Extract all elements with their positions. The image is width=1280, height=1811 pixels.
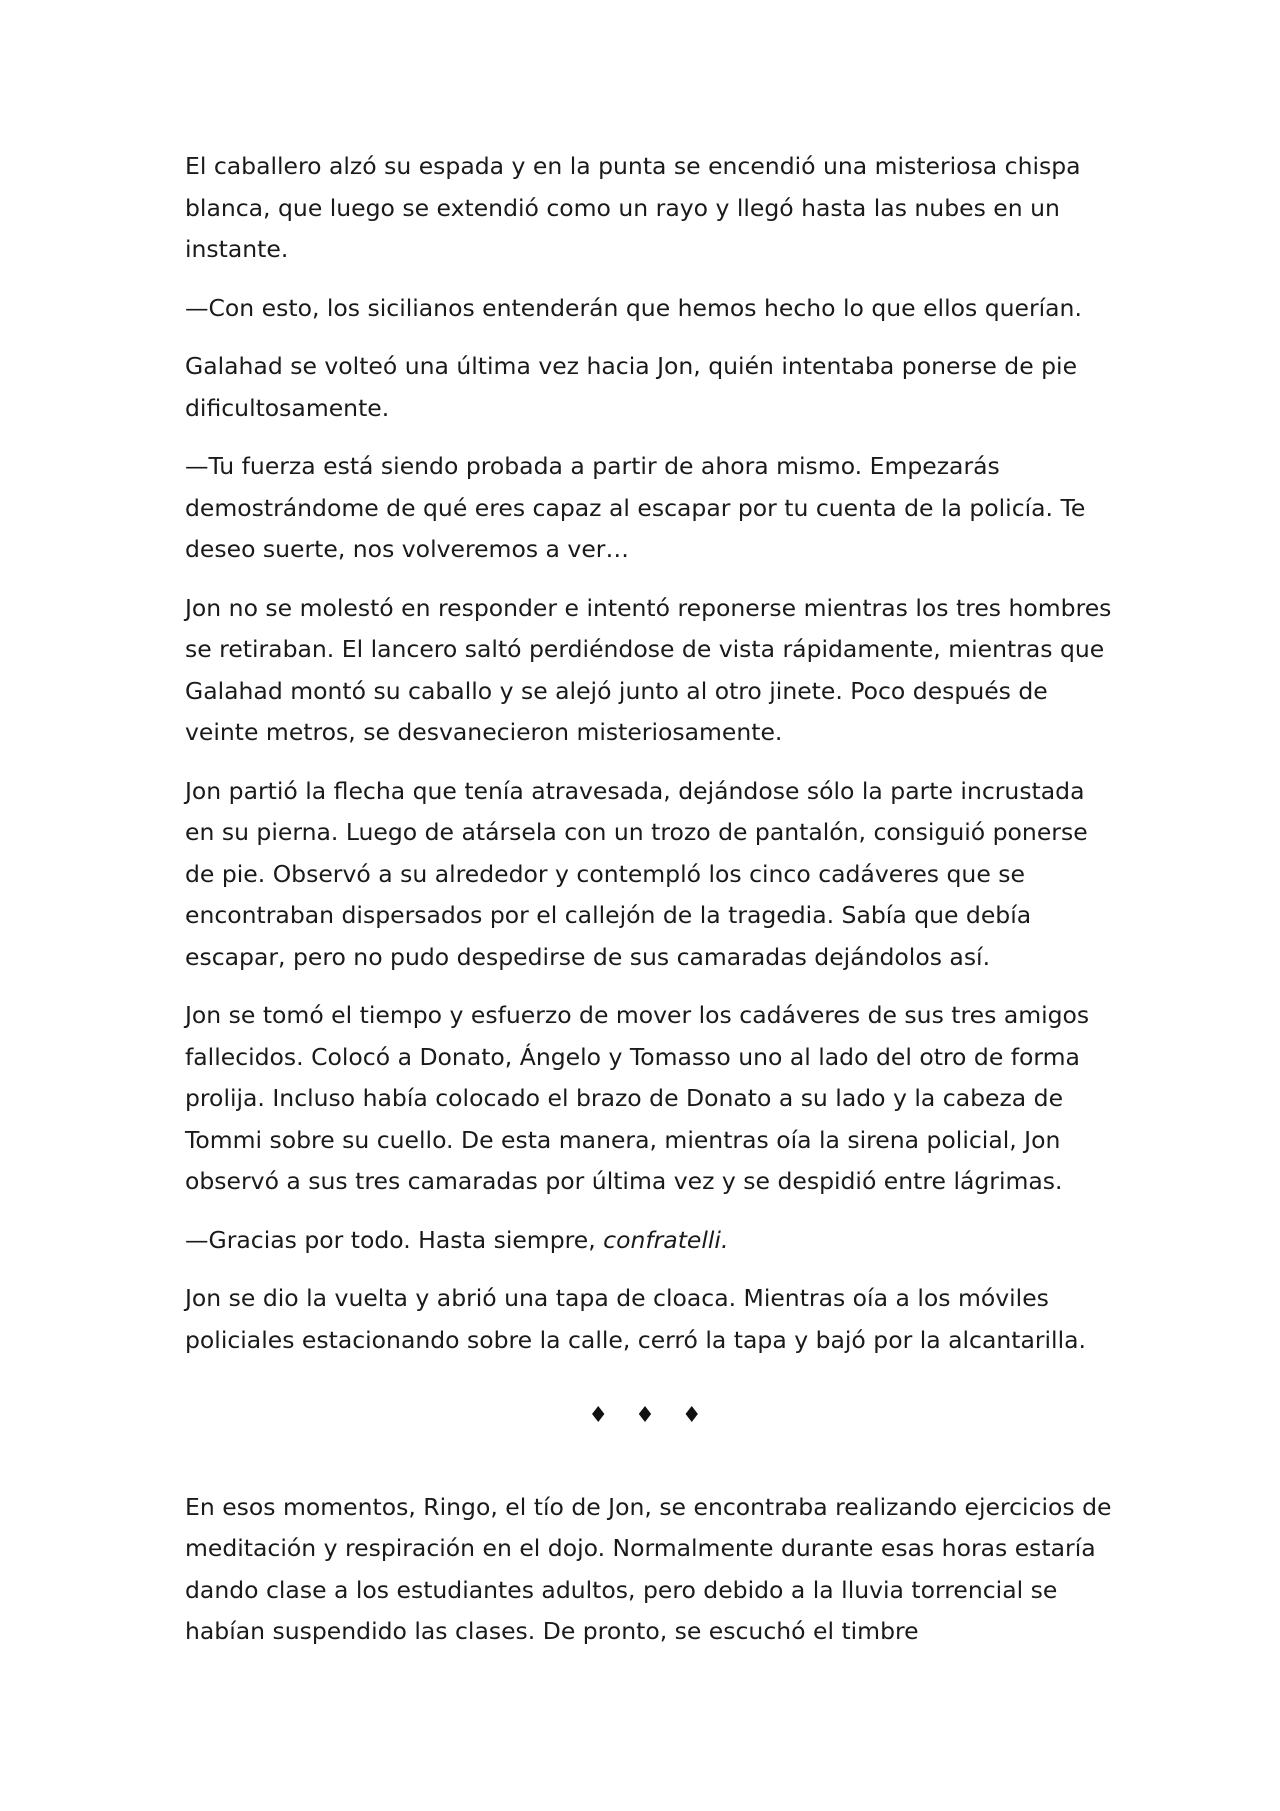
paragraph-7: Jon se tomó el tiempo y esfuerzo de mover los cadáveres de sus tres amigos fallecidos. Colocó a Donato, Ángelo y Tomasso uno al lado del otro de forma prolija. Incluso había colocado el brazo de Donato a su lado y la cabeza de Tommi sobre su cuello. De esta manera, mientras oía la sirena policial, Jon observó a sus tres camaradas por última vez y se despidió entre lágrimas.: [185, 1001, 1090, 1195]
paragraph-after-separator: En esos momentos, Ringo, el tío de Jon, se encontraba realizando ejercicios de meditación y respiración en el dojo. Normalmente durante esas horas estaría dando clase a los estudiantes adultos, pero debido a la lluvia torrencial se habían suspendido las clases. De pronto, se escuchó el timbre: [185, 1492, 1112, 1645]
paragraph-4-dialogue: —Tu fuerza está siendo probada a partir de ahora mismo. Empezarás demostrándome de qué eres capaz al escapar por tu cuenta de la policía. Te deseo suerte, nos volveremos a ver…: [185, 452, 1086, 563]
paragraph-1: El caballero alzó su espada y en la punta se encendió una misteriosa chispa blanca, que luego se extendió como un rayo y llegó hasta las nubes en un instante.: [185, 152, 1081, 263]
farewell-text: —Gracias por todo. Hasta siempre,: [185, 1225, 604, 1254]
paragraph-after-farewell: Jon se dio la vuelta y abrió una tapa de cloaca. Mientras oía a los móviles policiales estacionando sobre la calle, cerró la tapa y bajó por la alcantarilla.: [185, 1284, 1086, 1354]
paragraph-6: Jon partió la flecha que tenía atravesada, dejándose sólo la parte incrustada en su pierna. Luego de atársela con un trozo de pantalón, consiguió ponerse de pie. Observó a su alrededor y contempló los cinco cadáveres que se encontraban dispersados por el callejón de la tragedia. Sabía que debía escapar, pero no pudo despedirse de sus camaradas dejándolos así.: [185, 776, 1088, 971]
paragraph-farewell-dialogue: [185, 1220, 1115, 1262]
farewell-italic-word: confratelli.: [603, 1225, 729, 1254]
paragraph-5: Jon no se molestó en responder e intentó reponerse mientras los tres hombres se retiraban. El lancero saltó perdiéndose de vista rápidamente, mientras que Galahad montó su caballo y se alejó junto al otro jinete. Poco después de veinte metros, se desvanecieron misteriosamente.: [185, 593, 1112, 746]
paragraph-3: Galahad se volteó una última vez hacia Jon, quién intentaba ponerse de pie dificultosamente.: [185, 352, 1078, 422]
paragraph-2-dialogue: —Con esto, los sicilianos entenderán que hemos hecho lo que ellos querían.: [185, 293, 1082, 322]
document-body: [185, 146, 1115, 1653]
section-separator: ♦ ♦ ♦: [588, 1403, 712, 1428]
